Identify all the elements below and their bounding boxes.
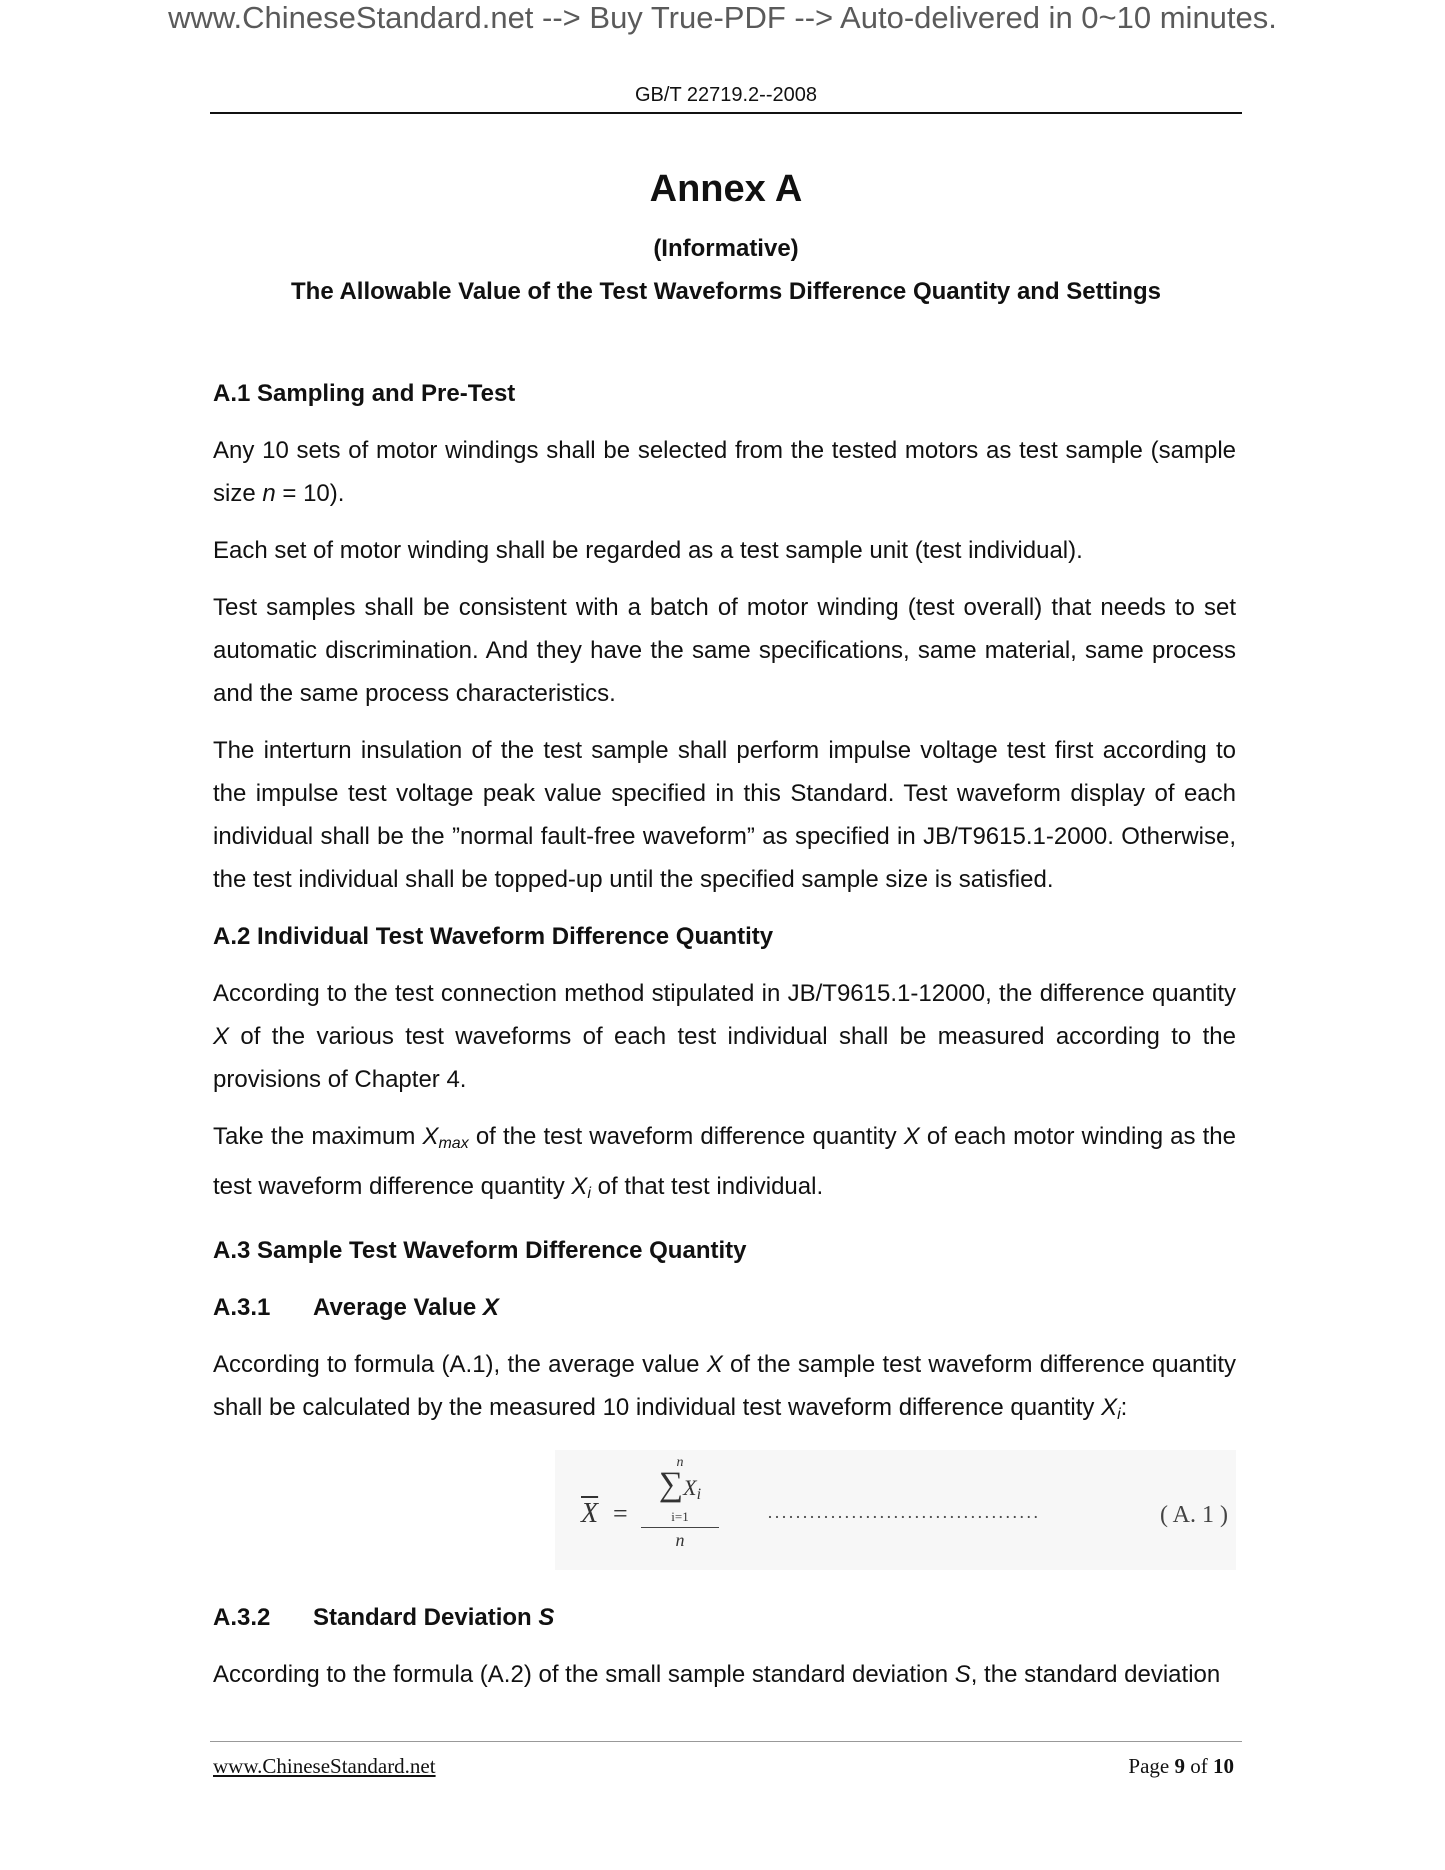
document-body bbox=[213, 372, 1236, 1710]
variable-x-max: X bbox=[422, 1123, 439, 1150]
subsection-title: Standard Deviation bbox=[313, 1604, 539, 1631]
footer-rule bbox=[210, 1741, 1242, 1742]
sum-lower-limit: i=1 bbox=[671, 1509, 689, 1524]
paragraph-a1-4: The interturn insulation of the test sample shall perform impulse voltage test first according to the impulse test voltage peak value specified in this Standard. Test waveform display of each individual shall be the ”normal fault-free waveform” as specified in JB/T9615.1-2000. Otherwise, the test individual shall be topped-up until the specified sample size is satisfied. bbox=[213, 737, 1236, 893]
text-run: = 10). bbox=[275, 480, 345, 507]
paragraph-a32-1 bbox=[213, 1653, 1236, 1696]
header-rule bbox=[210, 112, 1242, 114]
of-word: of bbox=[1185, 1754, 1213, 1778]
annex-heading: The Allowable Value of the Test Waveforms Difference Quantity and Settings bbox=[291, 278, 1161, 305]
sigma-glyph: ∑ bbox=[658, 1466, 684, 1503]
text-run: of the test waveform difference quantity bbox=[468, 1123, 904, 1150]
variable-x-i: X bbox=[571, 1173, 588, 1200]
annex-title: Annex A bbox=[649, 168, 803, 210]
annex-informative-label: (Informative) bbox=[653, 235, 799, 262]
paragraph-a2-1 bbox=[213, 972, 1236, 1101]
text-run: According to the formula (A.2) of the small sample standard deviation bbox=[213, 1661, 955, 1688]
subsection-title: Average Value bbox=[313, 1294, 483, 1321]
formula-a1-image bbox=[555, 1450, 1236, 1570]
variable-x: X bbox=[213, 1023, 230, 1050]
total-pages: 10 bbox=[1213, 1754, 1234, 1778]
variable-x-i: X bbox=[1101, 1394, 1118, 1421]
sum-subscript: i bbox=[696, 1486, 702, 1503]
subsection-heading-a32 bbox=[213, 1596, 1236, 1639]
paragraph-a1-2: Each set of motor winding shall be regarded as a test sample unit (test individual). bbox=[213, 537, 1083, 564]
formula-mean-symbol: $\overline{X}$ bbox=[581, 1498, 599, 1529]
sum-symbol bbox=[641, 1466, 719, 1510]
text-run: of the various test waveforms of each test individual shall be measured according to the provisions of Chapter 4. bbox=[213, 1023, 1236, 1093]
text-run: Take the maximum bbox=[213, 1123, 423, 1150]
variable-s: S bbox=[538, 1604, 555, 1631]
footer-site-link[interactable]: www.ChineseStandard.net bbox=[213, 1754, 436, 1778]
text-run: According to the test connection method stipulated in JB/T9615.1-12000, the difference quantity bbox=[213, 980, 1236, 1007]
paragraph-a1-3: Test samples shall be consistent with a batch of motor winding (test overall) that needs to set automatic discrimination. And they have the same specifications, same material, same process and the same process characteristics. bbox=[213, 594, 1236, 707]
subsection-number: A.3.1 bbox=[213, 1294, 271, 1321]
page-word: Page bbox=[1128, 1754, 1175, 1778]
paragraph-a1-1 bbox=[213, 429, 1236, 515]
formula-number: ( A. 1 ) bbox=[1160, 1502, 1228, 1528]
formula-equals: = bbox=[613, 1499, 628, 1528]
subsection-heading-a31 bbox=[213, 1286, 1236, 1329]
paragraph-a31-1 bbox=[213, 1343, 1236, 1436]
text-run: According to formula (A.1), the average value bbox=[213, 1351, 707, 1378]
variable-x: X bbox=[706, 1351, 723, 1378]
paragraph-a2-2 bbox=[213, 1115, 1236, 1215]
subscript-max: max bbox=[438, 1135, 469, 1152]
top-banner[interactable]: www.ChineseStandard.net --> Buy True-PDF --> Auto-delivered in 0~10 minutes. bbox=[168, 0, 1277, 35]
variable-x: X bbox=[903, 1123, 920, 1150]
variable-s: S bbox=[954, 1661, 971, 1688]
variable-n: n bbox=[262, 480, 276, 507]
standard-number-header: GB/T 22719.2--2008 bbox=[635, 84, 817, 106]
subsection-number: A.3.2 bbox=[213, 1604, 271, 1631]
text-run: Any 10 sets of motor windings shall be selected from the tested motors as test sample (sample size bbox=[213, 437, 1236, 507]
formula-leader-dots: ······································· bbox=[767, 1507, 1040, 1527]
fraction-denominator: n bbox=[675, 1530, 685, 1550]
text-run: of that test individual. bbox=[590, 1173, 824, 1200]
footer-page-number bbox=[1128, 1754, 1234, 1779]
section-heading-a2: A.2 Individual Test Waveform Difference Quantity bbox=[213, 923, 774, 950]
formula-fraction bbox=[641, 1456, 719, 1550]
text-run: of each motor winding as the test waveform difference quantity bbox=[213, 1123, 1236, 1200]
variable-x: X bbox=[482, 1294, 499, 1321]
subscript-i: i bbox=[1117, 1406, 1121, 1423]
fraction-bar bbox=[641, 1527, 719, 1528]
text-run: : bbox=[1120, 1394, 1128, 1421]
sum-upper-limit: n bbox=[676, 1455, 684, 1470]
text-run: , the standard deviation bbox=[970, 1661, 1221, 1688]
section-heading-a1: A.1 Sampling and Pre-Test bbox=[213, 380, 516, 407]
subscript-i: i bbox=[587, 1185, 591, 1202]
sum-variable: X bbox=[683, 1475, 697, 1500]
section-heading-a3: A.3 Sample Test Waveform Difference Quantity bbox=[213, 1237, 747, 1264]
current-page: 9 bbox=[1174, 1754, 1185, 1778]
text-run: of the sample test waveform difference quantity shall be calculated by the measured 10 individual test waveform difference quantity bbox=[213, 1351, 1236, 1421]
